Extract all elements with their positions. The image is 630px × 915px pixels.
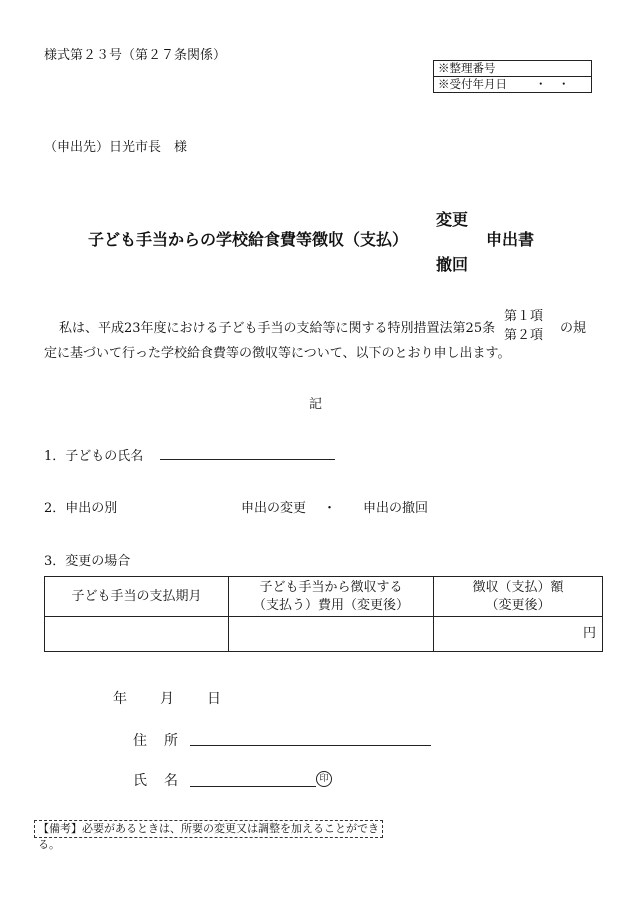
- date-day: 日: [207, 691, 221, 707]
- clause-2: 第２項: [504, 328, 544, 343]
- reception-number-label: ※整理番号: [434, 61, 592, 77]
- body-line1-end: の規: [560, 321, 587, 336]
- title-main: 子ども手当からの学校給食費等徴収（支払）: [88, 230, 409, 249]
- header-amount-line1: 徴収（支払）額: [472, 579, 564, 595]
- address-label-2: 所: [164, 733, 178, 749]
- address-label-1: 住: [133, 733, 147, 749]
- cell-amount[interactable]: [434, 617, 603, 652]
- item1-label: 1．子どもの氏名: [44, 449, 144, 464]
- ki-heading: 記: [309, 397, 323, 412]
- item2-label: 2．申出の別: [44, 501, 118, 516]
- item3-label: 3．変更の場合: [44, 554, 131, 569]
- name-label-1: 氏: [133, 773, 147, 789]
- header-fee-line2: （支払う）費用（変更後）: [252, 597, 409, 613]
- reception-date-dots: ・ ・: [535, 77, 570, 91]
- header-amount: [434, 577, 603, 617]
- cell-fee[interactable]: [229, 617, 434, 652]
- title-option-change: 変更: [436, 210, 469, 229]
- form-number: 様式第２３号（第２７条関係）: [44, 48, 227, 63]
- reception-box: [433, 60, 592, 93]
- seal-mark: [316, 770, 332, 787]
- child-name-field[interactable]: [160, 459, 335, 460]
- header-amount-line2: （変更後）: [485, 597, 551, 613]
- clause-1: 第１項: [504, 309, 544, 324]
- header-payment-month: 子ども手当の支払期月: [45, 577, 229, 617]
- option-change[interactable]: 申出の変更: [241, 501, 307, 516]
- seal-icon: 印: [316, 771, 332, 787]
- cell-payment-month[interactable]: [45, 617, 229, 652]
- date-year: 年: [113, 691, 127, 707]
- yen-unit: 円: [582, 626, 596, 641]
- addressee: （申出先）日光市長 様: [44, 140, 188, 155]
- date-month: 月: [160, 691, 174, 707]
- title-suffix: 申出書: [486, 230, 535, 249]
- address-field[interactable]: [190, 745, 431, 746]
- name-label-2: 名: [164, 773, 178, 789]
- header-fee-line1: 子ども手当から徴収する: [259, 579, 403, 595]
- option-withdraw[interactable]: 申出の撤回: [363, 501, 429, 516]
- body-line2: 定に基づいて行った学校給食費等の徴収等について、以下のとおり申し出ます。: [44, 346, 511, 361]
- change-table: [44, 576, 603, 652]
- body-line1: 私は、平成23年度における子ども手当の支給等に関する特別措置法第25条: [59, 321, 496, 336]
- header-fee: [229, 577, 434, 617]
- option-separator: ・: [323, 501, 337, 516]
- reception-date-label: ※受付年月日: [438, 77, 507, 91]
- title-option-withdraw: 撤回: [436, 255, 469, 274]
- remarks-note: [34, 820, 383, 851]
- remarks-tag: 【備考】: [38, 822, 82, 835]
- remarks-text: 必要があるときは、所要の変更又は調整を加えることができる。: [38, 822, 379, 851]
- name-field[interactable]: [190, 786, 316, 787]
- reception-date-row: [434, 77, 592, 93]
